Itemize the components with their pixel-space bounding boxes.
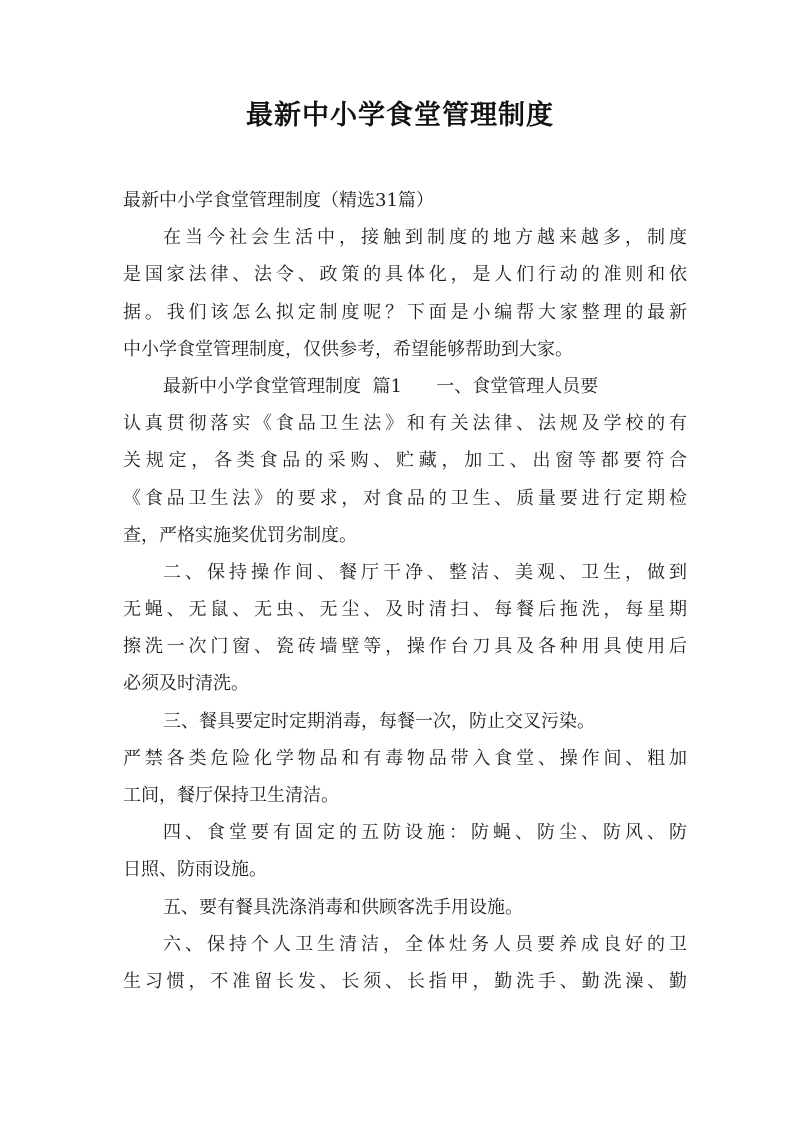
text-line: 工间，餐厅保持卫生清洁。 xyxy=(123,785,339,806)
text-line: 六、保持个人卫生清洁，全体灶务人员要养成良好的卫 xyxy=(163,933,687,955)
text-line: 在当今社会生活中，接触到制度的地方越来越多，制度 xyxy=(163,227,687,249)
text-line: 日照、防雨设施。 xyxy=(123,859,267,881)
text-line: 据。我们该怎么拟定制度呢？下面是小编帮大家整理的最新 xyxy=(123,301,687,323)
document-title: 最新中小学食堂管理制度 xyxy=(246,100,554,131)
text-line: 查，严格实施奖优罚劣制度。 xyxy=(123,524,357,546)
text-line: 关规定，各类食品的采购、贮藏，加工、出窗等都要符合 xyxy=(123,450,687,472)
text-line: 生习惯，不准留长发、长须、长指甲，勤洗手、勤洗澡、勤 xyxy=(123,970,687,992)
text-line: 五、要有餐具洗涤消毒和供顾客洗手用设施。 xyxy=(163,896,523,918)
text-line: 必须及时清洗。 xyxy=(123,673,249,695)
text-line: 四、食堂要有固定的五防设施：防蝇、防尘、防风、防 xyxy=(163,822,687,844)
text-line: 三、餐具要定时定期消毒，每餐一次，防止交叉污染。 xyxy=(163,710,595,732)
text-line: 是国家法律、法令、政策的具体化，是人们行动的准则和依 xyxy=(123,264,687,286)
text-line: 《食品卫生法》的要求，对食品的卫生、质量要进行定期检 xyxy=(123,487,687,509)
text-line: 最新中小学食堂管理制度 篇1 一、食堂管理人员要 xyxy=(163,375,599,397)
text-line: 二、保持操作间、餐厅干净、整洁、美观、卫生，做到 xyxy=(163,561,687,583)
text-line: 擦洗一次门窗、瓷砖墙壁等，操作台刀具及各种用具使用后 xyxy=(123,636,687,658)
text-line: 无蝇、无鼠、无虫、无尘、及时清扫、每餐后拖洗，每星期 xyxy=(123,599,687,621)
text-line: 中小学食堂管理制度，仅供参考，希望能够帮助到大家。 xyxy=(123,338,573,360)
text-line: 严禁各类危险化学物品和有毒物品带入食堂、操作间、粗加 xyxy=(123,747,687,769)
text-line: 认真贯彻落实《食品卫生法》和有关法律、法规及学校的有 xyxy=(123,413,687,435)
text-line: 最新中小学食堂管理制度（精选31篇） xyxy=(123,190,434,211)
document-body xyxy=(123,182,687,1000)
